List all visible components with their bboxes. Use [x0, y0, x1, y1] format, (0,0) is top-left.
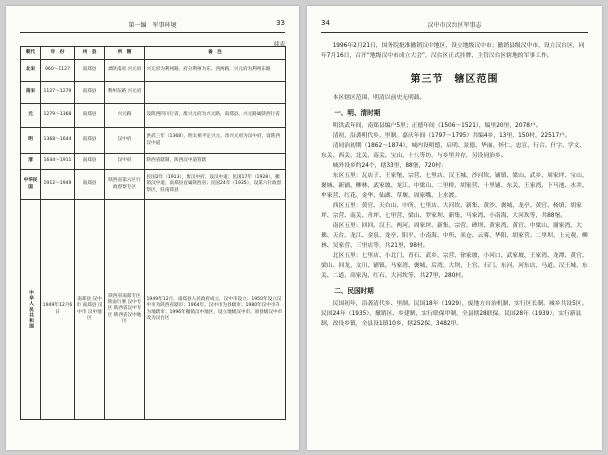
subsection-title: 二、民国时期	[334, 286, 374, 295]
paragraph: 北区五里：七里店、小北门、青石、武乡、宗营、徐家坡、小河口、武家坡、王家湾、龙潭、黄官、梁山、回龙、文川、铺镇、马家湾、褒城、后湾、大坝、上官、石门、东河、河东店、马道、汉王城、东关、二道、高家沟、红石、大河坎等，共27里，280村。	[321, 253, 588, 279]
era-cell: 元	[21, 104, 41, 128]
note-cell: 陕西省辖制，陕西汉中道管辖	[145, 154, 286, 170]
era-vertical-text: 中华人民共和国	[28, 289, 34, 330]
right-page	[307, 6, 602, 450]
era-cell: 清	[21, 154, 41, 170]
paragraph: 西区五里：黄官、天台山、中所、七里店、大河坎、新集、黄沙、褒城、龙亭、黄官、杨填、胡家坪、宗营、南关、舟坪、七里营、梁山、罗家坝、新集、马家湾、小南海、大河坎等，共88堡。	[321, 203, 582, 220]
era-cell: 明	[21, 128, 41, 154]
table-row	[21, 128, 286, 154]
note-cell: 设陕西四川行省，废兴元府为兴元路，南郑县、兴元路属陕西行省	[145, 104, 286, 128]
paragraph: 明洪武年间，南郑县编户5里；正德年间（1506～1521），编里20里，2078户。	[332, 123, 542, 130]
left-page	[6, 6, 299, 450]
header-title: 汉中市汉台区军事志	[427, 22, 482, 29]
column-header: 备 注	[145, 47, 286, 60]
paragraph: 民国初年，沿袭清代乡、里制。民国18年（1929），废地方自治机制，实行区长制，城乡共设5区。民国24年（1935），撤销区、乡建制，实行联保甲制，全县辖28联保。民国28年（1939），实行新县制，改设乡镇，全县设1镇10乡，辖252保，3482甲。	[321, 301, 588, 328]
subordinate-cell: 陕西省南郑专区 陕南行署 汉中专区 陕西省汉中专区 陕西省汉中地区	[105, 200, 145, 420]
page-number: 34	[321, 19, 330, 27]
table-header-row	[21, 47, 286, 60]
continued-label: 续表	[273, 42, 285, 48]
era-cell: 北宋	[21, 60, 41, 82]
admin-history-table	[20, 46, 286, 420]
era-cell: 南宋	[21, 82, 41, 104]
running-header	[20, 16, 285, 33]
table-row	[21, 154, 286, 170]
table-row	[21, 104, 286, 128]
subordinate-cell: 陕西省第六区行政督察专区	[105, 170, 145, 200]
note-cell: 洪武三年（1368），明太祖平定兴元，改兴元府为汉中府，设陕西汉中道	[145, 128, 286, 154]
body-text	[321, 42, 588, 330]
years-cell: 1368～1644	[41, 128, 75, 154]
subordinate-cell: 利州东路 兴元府	[105, 82, 145, 104]
table-row	[21, 60, 286, 82]
prefecture-cell: 南郑县	[75, 154, 105, 170]
years-cell: 1127～1279	[41, 82, 75, 104]
prefecture-cell: 南郑县	[75, 128, 105, 154]
paragraph: 南区五里：回回、汉王、两河、周家坪、新集、宗营、碑坝、黄家湾、黄官、中梁山、谢家湾、大佛、天台、龙江、金泉、龙亭、阳平、小南海、中所、米仓、云雾、华阳、胡家营、二里坝、上元观、柳林、吴家营、三里店等，共21里，98村。	[321, 223, 588, 250]
table-row	[21, 170, 286, 200]
column-header: 朝代	[21, 47, 41, 60]
note-cell	[145, 82, 286, 104]
table-row	[21, 82, 286, 104]
paragraph: 清同治初期（1862～1874），城内设明德、启明、景德、华丽、怀仁、忠宣、行合、什字、学文、东关、西关、北关、南关、宝山、十八等坊，与乡里并存，另设同治乡。	[321, 143, 586, 160]
prefecture-cell: 南郑县	[75, 104, 105, 128]
column-header: 所 辖	[105, 47, 145, 60]
subsection-title: 一、明、清时期	[334, 109, 381, 118]
era-cell	[21, 200, 41, 420]
prefecture-cell: 南郑县	[75, 82, 105, 104]
note-cell: 1949年12月，南郑县人民政府成立，汉中市设立；1950年设立汉中市为陕西省辖市；1964年，汉中市为县级市；1980年汉中市升为地辖市；1996年撤销汉中地区，设立地级汉中市，原县级汉中市改为汉台区	[145, 200, 286, 420]
years-cell: 1912～1949	[41, 170, 75, 200]
paragraph: 本区辖区范围，明清以前史无明载。	[332, 95, 426, 102]
subordinate-cell: 隶陕南府 兴元府	[105, 60, 145, 82]
subordinate-cell: 汉中府	[105, 154, 145, 170]
table-row	[21, 200, 286, 420]
years-cell: 1279～1368	[41, 104, 75, 128]
prefecture-cell: 南郑县 汉中市 南郑县 汉中市 汉中地区	[75, 200, 105, 420]
era-cell: 中华民国	[21, 170, 41, 200]
years-cell: 1949年12月6日	[41, 200, 75, 420]
header-title: 第一编 军事环境	[128, 22, 177, 29]
section-title: 第三节 辖区范围	[410, 73, 499, 85]
prefecture-cell: 南郑县	[75, 60, 105, 82]
paragraph: 清初，沿袭明代乡、里制。嘉庆年间（1797～1795）共编4乡，13里，150村，22517户。	[332, 133, 571, 140]
note-cell: 民国2年（1913），废汉中府，设汉中道；民国17年（1928），撤销汉中道，南郑县直属陕西省；民国24年（1935），设第六行政督察区，驻南郑县	[145, 170, 286, 200]
paragraph: 城外设乡约24个，辖33里，88堡，720村：	[332, 163, 447, 170]
prefecture-cell: 南郑县	[75, 170, 105, 200]
paragraph: 1996年2月21日，国务院批准撤销汉中地区，设立地级汉中市；撤销县级汉中市，设立汉台区，同年7月16日，召开“地级汉中市成立大会”，汉台区正式挂牌，主管汉台区辖地的军事工作。	[321, 43, 585, 59]
years-cell: 1644～1911	[41, 154, 75, 170]
years-cell: 960～1127	[41, 60, 75, 82]
page-number: 33	[276, 19, 285, 27]
subordinate-cell: 汉中府	[105, 128, 145, 154]
column-header: 年 份	[41, 47, 75, 60]
note-cell: 兴元府为利州路，府分利州为东、西两路，兴元府为利州东路	[145, 60, 286, 82]
column-header: 州 县	[75, 47, 105, 60]
paragraph: 东区五里：瓦店子、王家堡、宗营、七里店、汉王城、沙河坎、铺镇、梁山、武乡、周家坪、宝山、褒城、新铺、柳林、武家坡、龙江、中梁山、二里桥、胡家营、十里铺、东关、王家湾、下马池、水井、牟家营、红花、金华、仙湖、草堰、周家嘴、上水渡。	[321, 173, 588, 200]
running-header	[321, 16, 588, 33]
subordinate-cell: 兴元路	[105, 104, 145, 128]
